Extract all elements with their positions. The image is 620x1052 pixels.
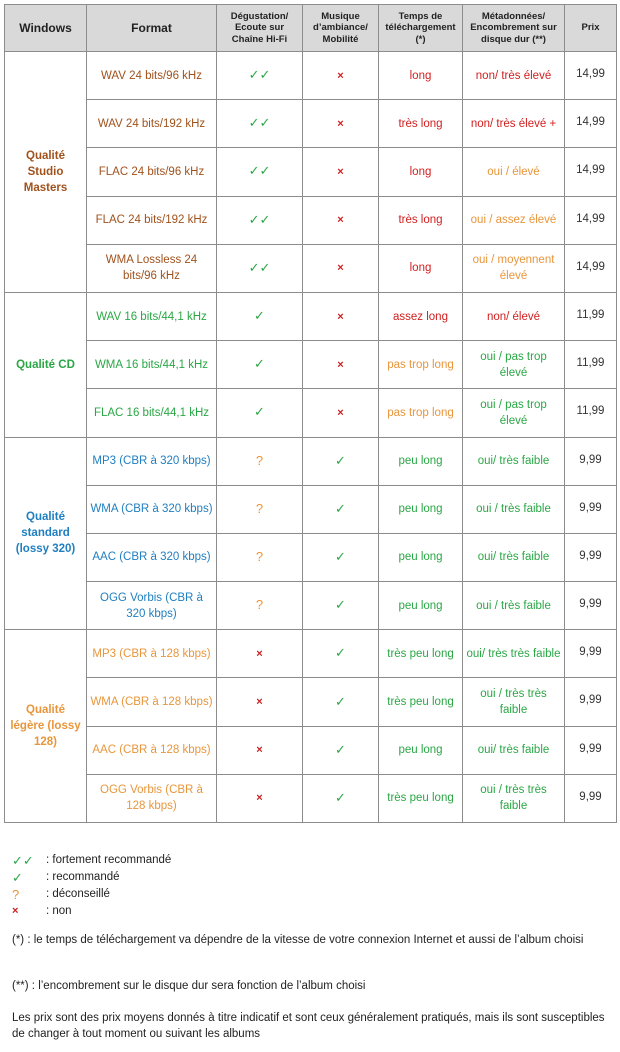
temps-cell: très peu long <box>379 630 463 678</box>
format-cell: WMA (CBR à 320 kbps) <box>87 485 217 533</box>
table-row <box>5 533 617 581</box>
prix-cell: 11,99 <box>565 292 617 340</box>
rating-cell <box>217 774 303 822</box>
rating-cell <box>303 389 379 437</box>
legend-text: : déconseillé <box>46 888 110 900</box>
header-temps: Temps de téléchargement (*) <box>379 5 463 52</box>
prix-cell: 11,99 <box>565 341 617 389</box>
check-icon: ✓ <box>254 308 265 324</box>
cross-icon: × <box>337 165 344 178</box>
meta-cell: oui/ très faible <box>463 437 565 485</box>
header-degustation: Dégustation/ Ecoute sur Chaîne Hi-Fi <box>217 5 303 52</box>
temps-cell: peu long <box>379 533 463 581</box>
table-row <box>5 341 617 389</box>
table-row <box>5 52 617 100</box>
rating-cell <box>217 726 303 774</box>
rating-cell <box>217 341 303 389</box>
cross-icon: × <box>256 792 263 805</box>
rating-cell <box>217 678 303 726</box>
rating-cell <box>303 726 379 774</box>
rating-cell <box>217 485 303 533</box>
cross-icon: × <box>337 117 344 130</box>
temps-cell: peu long <box>379 726 463 774</box>
question-icon: ? <box>12 887 20 902</box>
meta-cell: oui / très très faible <box>463 774 565 822</box>
check-icon: ✓ <box>335 452 346 468</box>
legend-item <box>12 903 372 920</box>
rating-cell <box>217 52 303 100</box>
format-cell: MP3 (CBR à 320 kbps) <box>87 437 217 485</box>
table-row <box>5 148 617 196</box>
temps-cell: assez long <box>379 292 463 340</box>
double-check-icon: ✓✓ <box>248 211 271 227</box>
check-icon: ✓ <box>335 597 346 613</box>
check-icon: ✓ <box>254 404 265 420</box>
meta-cell: oui/ très faible <box>463 726 565 774</box>
group-label: Qualité Studio Masters <box>5 52 87 293</box>
prix-cell: 9,99 <box>565 774 617 822</box>
rating-cell <box>217 437 303 485</box>
cross-icon: × <box>256 647 263 660</box>
double-check-icon: ✓✓ <box>248 163 271 179</box>
prix-cell: 9,99 <box>565 485 617 533</box>
prix-cell: 9,99 <box>565 437 617 485</box>
table-row <box>5 437 617 485</box>
format-cell: MP3 (CBR à 128 kbps) <box>87 630 217 678</box>
rating-cell <box>303 196 379 244</box>
header-musique: Musique d’ambiance/ Mobilité <box>303 5 379 52</box>
meta-cell: non/ élevé <box>463 292 565 340</box>
format-cell: AAC (CBR à 128 kbps) <box>87 726 217 774</box>
temps-cell: long <box>379 244 463 292</box>
check-icon: ✓ <box>335 500 346 516</box>
temps-cell: très peu long <box>379 678 463 726</box>
prix-cell: 9,99 <box>565 533 617 581</box>
rating-cell <box>303 533 379 581</box>
table-row <box>5 678 617 726</box>
rating-cell <box>217 582 303 630</box>
meta-cell: oui/ très faible <box>463 533 565 581</box>
prix-cell: 14,99 <box>565 196 617 244</box>
check-icon: ✓ <box>12 870 23 885</box>
table-row <box>5 485 617 533</box>
format-cell: FLAC 16 bits/44,1 kHz <box>87 389 217 437</box>
rating-cell <box>217 244 303 292</box>
group-label: Qualité standard (lossy 320) <box>5 437 87 630</box>
group-label: Qualité CD <box>5 292 87 437</box>
check-icon: ✓ <box>335 693 346 709</box>
header-windows: Windows <box>5 5 87 52</box>
format-cell: OGG Vorbis (CBR à 128 kbps) <box>87 774 217 822</box>
rating-cell <box>217 148 303 196</box>
table-row <box>5 726 617 774</box>
cross-icon: × <box>337 310 344 323</box>
temps-cell: très long <box>379 196 463 244</box>
format-cell: OGG Vorbis (CBR à 320 kbps) <box>87 582 217 630</box>
prix-cell: 14,99 <box>565 52 617 100</box>
group-label: Qualité légère (lossy 128) <box>5 630 87 823</box>
footnote: (*) : le temps de téléchargement va dépendre de la vitesse de votre connexion Internet et aussi de l’album choisi <box>12 934 584 946</box>
cross-icon: × <box>337 214 344 227</box>
temps-cell: pas trop long <box>379 341 463 389</box>
temps-cell: très peu long <box>379 774 463 822</box>
temps-cell: peu long <box>379 582 463 630</box>
prix-cell: 11,99 <box>565 389 617 437</box>
legend-text: : non <box>46 905 72 917</box>
meta-cell: oui / pas trop élevé <box>463 389 565 437</box>
rating-cell <box>303 244 379 292</box>
legend-item <box>12 852 372 869</box>
meta-cell: oui / très faible <box>463 485 565 533</box>
legend-item <box>12 869 372 886</box>
rating-cell <box>217 196 303 244</box>
format-cell: WAV 24 bits/192 kHz <box>87 100 217 148</box>
rating-cell <box>303 774 379 822</box>
temps-cell: très long <box>379 100 463 148</box>
rating-cell <box>303 582 379 630</box>
header-format: Format <box>87 5 217 52</box>
double-check-icon: ✓✓ <box>248 67 271 83</box>
check-icon: ✓ <box>335 645 346 661</box>
prix-cell: 9,99 <box>565 678 617 726</box>
cross-icon: × <box>256 696 263 709</box>
cross-icon: × <box>337 358 344 371</box>
format-cell: WMA Lossless 24 bits/96 kHz <box>87 244 217 292</box>
format-cell: FLAC 24 bits/192 kHz <box>87 196 217 244</box>
check-icon: ✓ <box>335 548 346 564</box>
prix-cell: 9,99 <box>565 726 617 774</box>
format-cell: WAV 16 bits/44,1 kHz <box>87 292 217 340</box>
meta-cell: oui/ très très faible <box>463 630 565 678</box>
rating-cell <box>303 100 379 148</box>
temps-cell: pas trop long <box>379 389 463 437</box>
meta-cell: oui / très faible <box>463 582 565 630</box>
check-icon: ✓ <box>254 356 265 372</box>
prix-cell: 9,99 <box>565 582 617 630</box>
format-cell: WAV 24 bits/96 kHz <box>87 52 217 100</box>
check-icon: ✓ <box>335 741 346 757</box>
question-icon: ? <box>255 548 264 564</box>
cross-icon: × <box>337 406 344 419</box>
question-icon: ? <box>255 452 264 468</box>
table-header-row <box>5 5 617 52</box>
format-cell: WMA 16 bits/44,1 kHz <box>87 341 217 389</box>
prix-cell: 9,99 <box>565 630 617 678</box>
check-icon: ✓ <box>335 789 346 805</box>
table-row <box>5 630 617 678</box>
format-cell: WMA (CBR à 128 kbps) <box>87 678 217 726</box>
prix-cell: 14,99 <box>565 100 617 148</box>
legend <box>12 852 372 920</box>
rating-cell <box>303 678 379 726</box>
rating-cell <box>303 630 379 678</box>
rating-cell <box>217 100 303 148</box>
meta-cell: oui / pas trop élevé <box>463 341 565 389</box>
meta-cell: oui / assez élevé <box>463 196 565 244</box>
table-row <box>5 582 617 630</box>
rating-cell <box>303 292 379 340</box>
table-row <box>5 100 617 148</box>
cross-icon: × <box>337 69 344 82</box>
rating-cell <box>217 389 303 437</box>
temps-cell: peu long <box>379 437 463 485</box>
table-row <box>5 244 617 292</box>
cross-icon: × <box>337 262 344 275</box>
rating-cell <box>303 341 379 389</box>
meta-cell: non/ très élevé <box>463 52 565 100</box>
cross-icon: × <box>256 744 263 757</box>
legend-text: : recommandé <box>46 871 120 883</box>
footnote: Les prix sont des prix moyens donnés à titre indicatif et sont ceux généralement pratiqués, mais ils sont susceptibles de changer à tout moment ou suivant les albums <box>12 1012 605 1040</box>
rating-cell <box>217 533 303 581</box>
temps-cell: peu long <box>379 485 463 533</box>
format-comparison-table <box>4 4 617 823</box>
legend-text: : fortement recommandé <box>46 854 172 866</box>
rating-cell <box>303 485 379 533</box>
rating-cell <box>303 148 379 196</box>
legend-item <box>12 886 372 903</box>
header-prix: Prix <box>565 5 617 52</box>
meta-cell: oui / très très faible <box>463 678 565 726</box>
header-metadonnees: Métadonnées/ Encombrement sur disque dur (**) <box>463 5 565 52</box>
table-row <box>5 292 617 340</box>
meta-cell: oui / élevé <box>463 148 565 196</box>
table-row <box>5 774 617 822</box>
meta-cell: non/ très élevé + <box>463 100 565 148</box>
rating-cell <box>217 292 303 340</box>
rating-cell <box>303 52 379 100</box>
question-icon: ? <box>255 500 264 516</box>
table-row <box>5 196 617 244</box>
format-cell: AAC (CBR à 320 kbps) <box>87 533 217 581</box>
footnote: (**) : l’encombrement sur le disque dur sera fonction de l’album choisi <box>12 980 366 992</box>
table-body <box>5 52 617 823</box>
double-check-icon: ✓✓ <box>12 853 34 868</box>
double-check-icon: ✓✓ <box>248 259 271 275</box>
temps-cell: long <box>379 148 463 196</box>
rating-cell <box>217 630 303 678</box>
table-row <box>5 389 617 437</box>
meta-cell: oui / moyennent élevé <box>463 244 565 292</box>
prix-cell: 14,99 <box>565 244 617 292</box>
question-icon: ? <box>255 597 264 613</box>
cross-icon: × <box>12 905 19 917</box>
prix-cell: 14,99 <box>565 148 617 196</box>
rating-cell <box>303 437 379 485</box>
temps-cell: long <box>379 52 463 100</box>
double-check-icon: ✓✓ <box>248 115 271 131</box>
format-cell: FLAC 24 bits/96 kHz <box>87 148 217 196</box>
